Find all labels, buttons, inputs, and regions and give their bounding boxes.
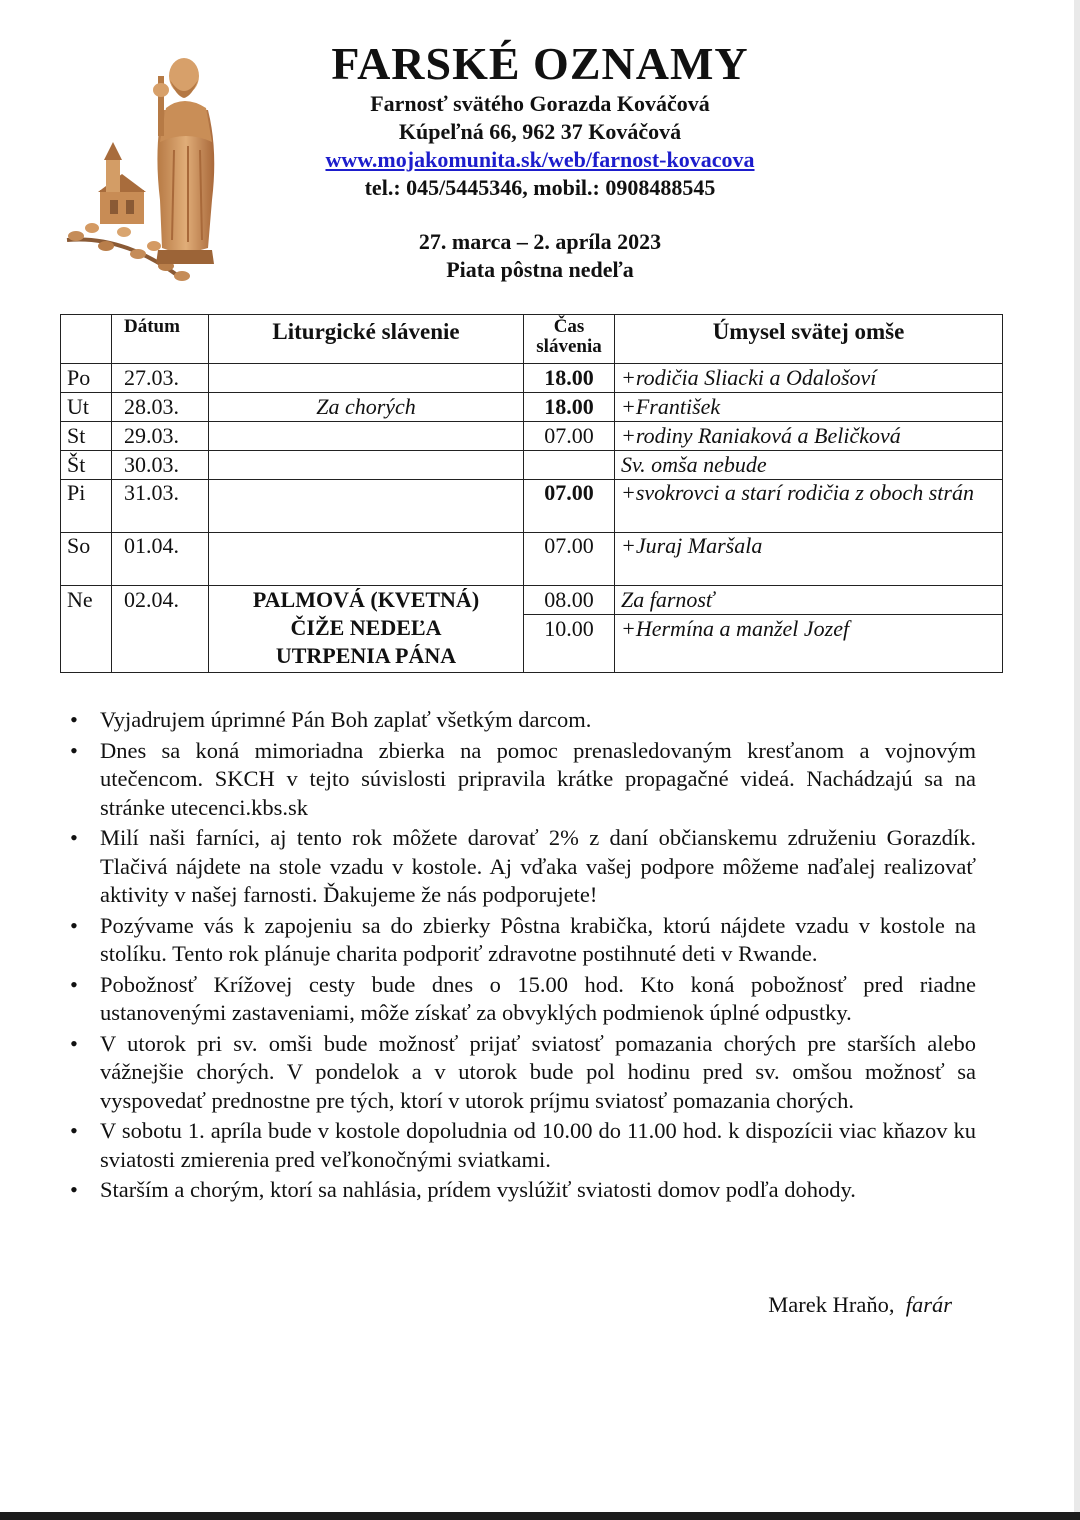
intention-cell: +František xyxy=(615,393,1003,422)
bullet-icon: • xyxy=(70,1118,78,1143)
parish-name: Farnosť svätého Gorazda Kováčová xyxy=(370,91,710,116)
liturgy-cell: Za chorých xyxy=(209,393,524,422)
signature-name: Marek Hraňo, xyxy=(768,1292,895,1317)
date-cell: 31.03. xyxy=(112,480,209,533)
date-cell: 29.03. xyxy=(112,422,209,451)
mass-schedule-table xyxy=(60,314,1003,673)
header-time-line2: slávenia xyxy=(536,336,602,357)
note-text: Vyjadrujem úprimné Pán Boh zaplať všetkým darcom. xyxy=(100,707,592,732)
signature xyxy=(768,1292,952,1318)
bullet-icon: • xyxy=(70,971,78,997)
day-cell: Ut xyxy=(61,393,112,422)
note-text: Starším a chorým, ktorí sa nahlásia, prídem vyslúžiť sviatosti domov podľa dohody. xyxy=(100,1177,856,1202)
list-item xyxy=(70,1117,976,1174)
table-header-row xyxy=(61,315,1003,364)
intention-cell: +Juraj Maršala xyxy=(615,533,1003,586)
list-item xyxy=(70,1176,976,1205)
header-day xyxy=(61,315,112,364)
day-cell: So xyxy=(61,533,112,586)
intention-cell xyxy=(615,586,1003,673)
note-text: Pobožnosť Krížovej cesty bude dnes o 15.00 hod. Kto koná pobožnosť pred riadne ustanovenými zastaveniami, môže získať za obvyklých podmienok úplné odpustky. xyxy=(100,971,976,1025)
table-row xyxy=(61,422,1003,451)
note-text: Milí naši farníci, aj tento rok môžete darovať 2% z daní občianskemu združeniu Gorazdík. Tlačivá nájdete na stole vzadu v kostole. Aj vďaka vašej podpore môžeme naďalej realizovať aktivity v našej farnosti. Ďakujeme že nás podporujete! xyxy=(100,825,976,907)
list-item xyxy=(70,912,976,969)
liturgy-cell xyxy=(209,451,524,480)
bullet-icon: • xyxy=(70,1030,78,1056)
announcements-list xyxy=(70,706,976,1207)
date-range: 27. marca – 2. apríla 2023 xyxy=(418,229,662,254)
note-text: V sobotu 1. apríla bude v kostole dopoludnia od 10.00 do 11.00 hod. k dispozícii viac kňazov ku sviatosti zmierenia pred veľkonočnými sviatkami. xyxy=(100,1118,976,1172)
page-title: FARSKÉ OZNAMY xyxy=(331,38,749,89)
list-item xyxy=(70,1030,976,1116)
bullet-icon: • xyxy=(70,1177,78,1202)
header-time xyxy=(524,315,615,364)
intention-2: +Hermína a manžel Jozef xyxy=(621,616,850,641)
document-header xyxy=(290,38,790,284)
time-cell: 18.00 xyxy=(524,393,615,422)
time-cell: 07.00 xyxy=(524,422,615,451)
header-time-line1: Čas xyxy=(553,316,585,337)
time-1: 08.00 xyxy=(524,586,614,615)
intention-cell: Sv. omša nebude xyxy=(615,451,1003,480)
time-cell: 07.00 xyxy=(524,480,615,533)
note-text: V utorok pri sv. omši bude možnosť prijať sviatosť pomazania chorých pre starších alebo vážnejšie chorých. V pondelok a v utorok bude pol hodinu pred sv. omšou možnosť sa vyspovedať prednostne pre tých, ktorí v utorok príjmu sviatosť pomazania chorých. xyxy=(100,1030,976,1113)
liturgy-cell xyxy=(209,480,524,533)
liturgy-cell xyxy=(209,586,524,673)
date-cell: 30.03. xyxy=(112,451,209,480)
intention-cell: +rodičia Sliacki a Odalošoví xyxy=(615,364,1003,393)
header-intention: Úmysel svätej omše xyxy=(615,315,1003,364)
intention-cell: +svokrovci a starí rodičia z oboch strán xyxy=(615,480,1003,533)
table-row xyxy=(61,393,1003,422)
website-link[interactable]: www.mojakomunita.sk/web/farnost-kovacova xyxy=(325,147,755,172)
sunday-title-line2: ČIŽE NEDEĽA xyxy=(290,615,442,640)
date-cell: 01.04. xyxy=(112,533,209,586)
header-liturgy: Liturgické slávenie xyxy=(209,315,524,364)
contact-phone: tel.: 045/5445346, mobil.: 0908488545 xyxy=(364,175,716,200)
intention-1: Za farnosť xyxy=(615,586,1002,615)
time-2: 10.00 xyxy=(544,616,594,641)
table-row xyxy=(61,586,1003,673)
time-cell xyxy=(524,586,615,673)
day-cell: St xyxy=(61,422,112,451)
sunday-title-line3: UTRPENIA PÁNA xyxy=(275,643,457,668)
liturgy-cell xyxy=(209,533,524,586)
page-bottom-edge xyxy=(0,1512,1080,1520)
date-cell: 28.03. xyxy=(112,393,209,422)
table-row xyxy=(61,480,1003,533)
liturgy-cell xyxy=(209,364,524,393)
sunday-title-line1: PALMOVÁ (KVETNÁ) xyxy=(252,587,480,612)
list-item xyxy=(70,824,976,910)
statue-logo-image xyxy=(62,50,232,285)
page-edge xyxy=(1074,0,1080,1520)
list-item xyxy=(70,971,976,1028)
week-name: Piata pôstna nedeľa xyxy=(446,257,634,282)
bullet-icon: • xyxy=(70,825,78,850)
list-item xyxy=(70,737,976,823)
day-cell: Pi xyxy=(61,480,112,533)
time-cell: 07.00 xyxy=(524,533,615,586)
time-cell xyxy=(524,451,615,480)
list-item xyxy=(70,706,976,735)
liturgy-cell xyxy=(209,422,524,451)
day-cell: Ne xyxy=(61,586,112,673)
bullet-icon: • xyxy=(70,707,78,732)
table-row xyxy=(61,451,1003,480)
day-cell: Št xyxy=(61,451,112,480)
table-row xyxy=(61,533,1003,586)
date-cell: 02.04. xyxy=(112,586,209,673)
note-text: Dnes sa koná mimoriadna zbierka na pomoc prenasledovaným kresťanom a vojnovým utečencom. SKCH v tejto súvislosti pripravila krátke propagačné videá. Nachádzajú sa na stránke utecenci.kbs.sk xyxy=(100,737,976,820)
table-row xyxy=(61,364,1003,393)
time-cell: 18.00 xyxy=(524,364,615,393)
parish-address: Kúpeľná 66, 962 37 Kováčová xyxy=(398,119,682,144)
intention-cell: +rodiny Raniaková a Beličková xyxy=(615,422,1003,451)
day-cell: Po xyxy=(61,364,112,393)
bullet-icon: • xyxy=(70,912,78,938)
bullet-icon: • xyxy=(70,737,78,763)
date-cell: 27.03. xyxy=(112,364,209,393)
signature-role: farár xyxy=(905,1292,952,1317)
note-text: Pozývame vás k zapojeniu sa do zbierky Pôstna krabička, ktorú nájdete vzadu v kostole na stolíku. Tento rok plánuje charita podporiť zdravotne postihnuté deti v Rwande. xyxy=(100,912,976,966)
header-date: Dátum xyxy=(112,315,209,364)
